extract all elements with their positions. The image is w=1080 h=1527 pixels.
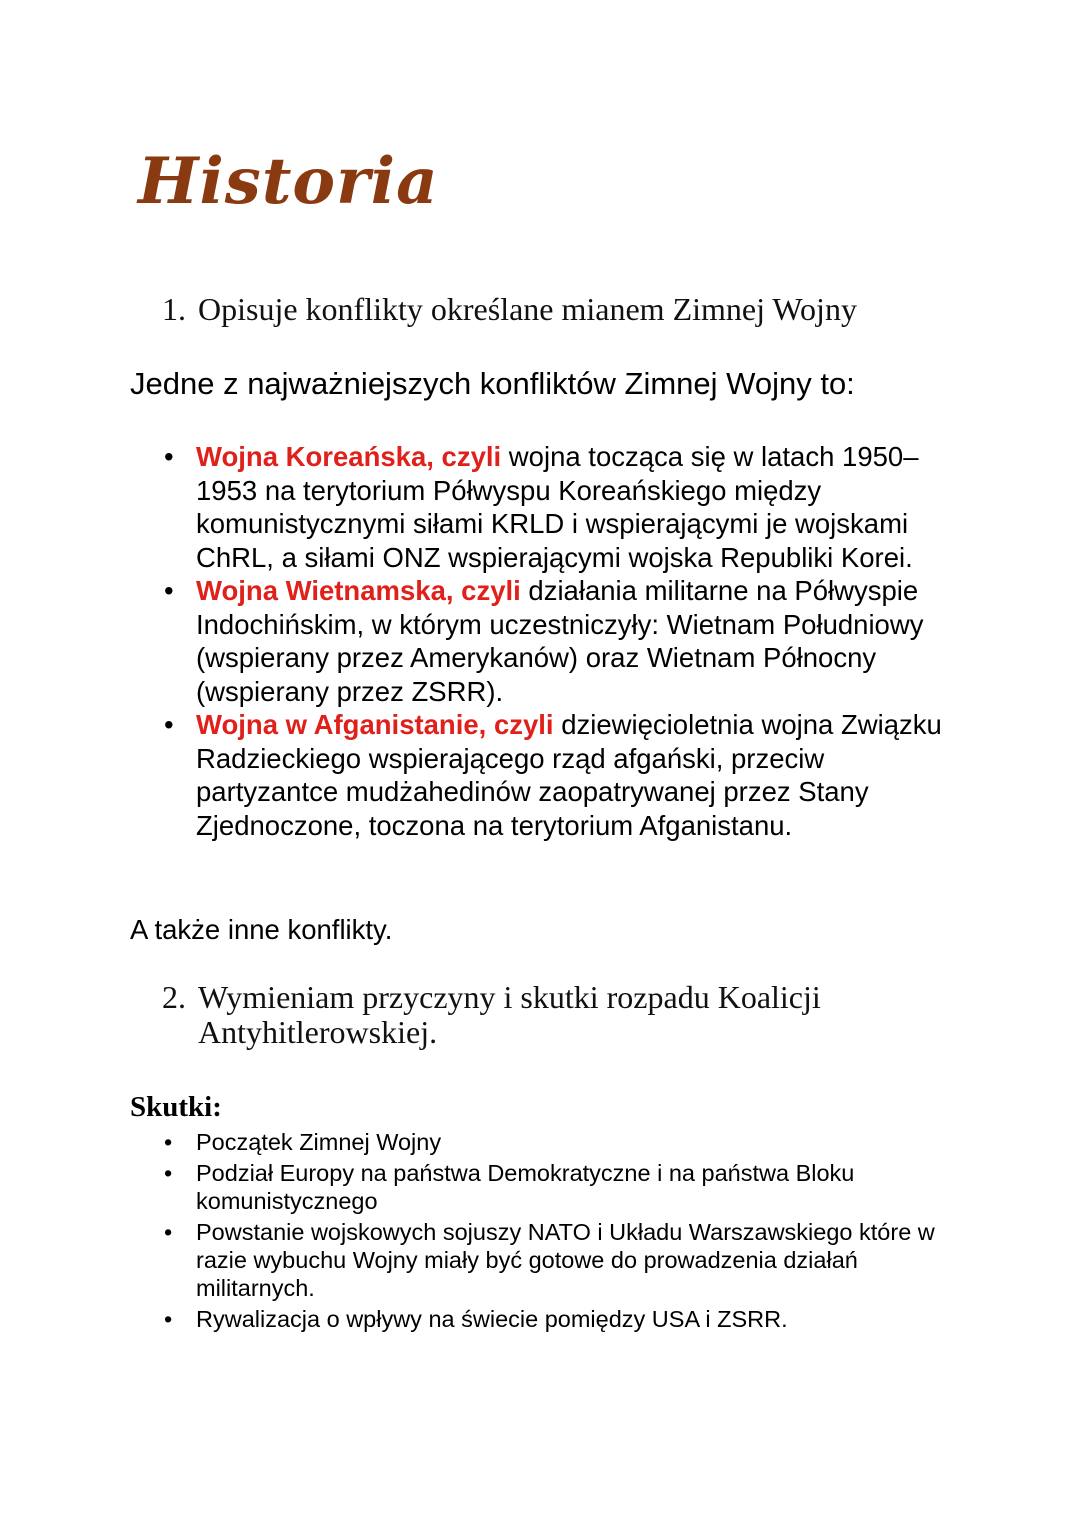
conflicts-outro: A także inne konflikty. (130, 914, 393, 945)
effects-heading: Skutki: (130, 1091, 222, 1123)
bullet-icon: • (164, 709, 174, 740)
conflict-description: dziewięcioletnia wojna Związku Radzieckiego wspierającego rząd afgański, przeciw partyzantce mudżahedinów zaopatrywanej przez Stany Zjednoczone, toczona na terytorium Afganistanu. (196, 709, 942, 841)
effect-text: Początek Zimnej Wojny (196, 1129, 442, 1155)
bullet-icon: • (164, 441, 174, 472)
conflicts-list (162, 440, 962, 842)
effects-list (162, 1128, 962, 1336)
list-item (162, 1305, 962, 1333)
list-item (162, 708, 962, 842)
list-item (162, 440, 962, 574)
bullet-icon: • (164, 575, 174, 606)
effect-text: Rywalizacja o wpływy na świecie pomiędzy USA i ZSRR. (196, 1306, 788, 1332)
conflict-term: Wojna Wietnamska, czyli (196, 575, 521, 606)
effect-text: Podział Europy na państwa Demokratyczne i na państwa Bloku komunistycznego (196, 1160, 855, 1214)
bullet-icon: • (164, 1160, 173, 1186)
bullet-icon: • (164, 1129, 173, 1155)
section-2-number: 2. (162, 979, 186, 1015)
section-2-heading-text: Wymieniam przyczyny i skutki rozpadu Koalicji Antyhitlerowskiej. (198, 979, 821, 1050)
section-1-heading (162, 292, 962, 327)
effect-text: Powstanie wojskowych sojuszy NATO i Układu Warszawskiego które w razie wybuchu Wojny miały być gotowe do prowadzenia działań militarnych. (196, 1219, 935, 1301)
bullet-icon: • (164, 1219, 173, 1245)
conflict-term: Wojna Koreańska, czyli (196, 441, 502, 472)
section-1-heading-text: Opisuje konflikty określane mianem Zimnej Wojny (198, 291, 857, 327)
conflict-term: Wojna w Afganistanie, czyli (196, 709, 554, 740)
section-1-number: 1. (162, 291, 186, 327)
list-item (162, 1218, 962, 1302)
conflict-description: wojna tocząca się w latach 1950–1953 na terytorium Półwyspu Koreańskiego między komunistycznymi siłami KRLD i wspierającymi je wojskami ChRL, a siłami ONZ wspierającymi wojska Republiki Korei. (196, 441, 919, 573)
conflicts-intro: Jedne z najważniejszych konfliktów Zimnej Wojny to: (130, 366, 855, 401)
section-2-heading (162, 980, 922, 1050)
list-item (162, 1159, 962, 1215)
list-item (162, 574, 962, 708)
conflict-description: działania militarne na Półwyspie Indochińskim, w którym uczestniczyły: Wietnam Południowy (wspierany przez Amerykanów) oraz Wietnam Północny (wspierany przez ZSRR). (196, 575, 924, 707)
list-item (162, 1128, 962, 1156)
bullet-icon: • (164, 1306, 173, 1332)
page-title: Historia (138, 144, 439, 219)
